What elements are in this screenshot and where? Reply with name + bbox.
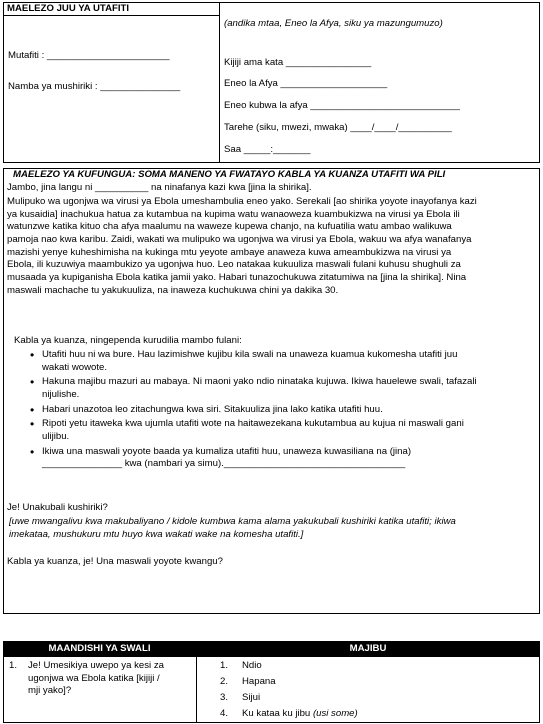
time-field[interactable]: Saa _____:_______	[224, 144, 311, 155]
list-item: • Utafiti huu ni wa bure. Hau lazimishwe kujibu kila swali na unaweza kuamua kukomesha utafiti juu wakati wowote.	[22, 349, 532, 374]
question-text-header: MAANDISHI YA SWALI	[3, 641, 196, 657]
table-column-divider	[196, 641, 197, 723]
list-item: • Ikiwa una maswali yoyote baada ya kumaliza utafiti huu, unaweza kuwasiliana na (jina) _______________ kwa (nambari ya simu).__________________________________	[22, 446, 532, 471]
question-number: 1.	[9, 660, 18, 671]
reminder-lead: Kabla ya kuanza, ningependa kurudilia mambo fulani:	[14, 335, 242, 346]
study-details-heading: MAELEZO JUU YA UTAFITI	[7, 3, 130, 14]
paragraph-line: pamoja nao kwa karibu. Zaidi, wakati wa mulipuko wa ugonjwa wa virusi ya Ebola, wakuu wa afya wanafanya	[7, 233, 472, 245]
paragraph-line: musaada ya kupiganisha Ebola katika jamii yako. Habari tunazochukuwa zitatumiwa na [jina la shirika]. Nina	[7, 271, 467, 283]
date-field[interactable]: Tarehe (siku, mwezi, mwaka) ____/____/__________	[224, 122, 452, 133]
question-text: Je! Umesikiya uwepo ya kesi za ugonjwa wa Ebola katika [kijiji / mji yako]?	[28, 660, 164, 697]
greeting-line: Jambo, jina langu ni __________ na ninafanya kazi kwa [jina la shirika].	[7, 182, 312, 193]
paragraph-line: mazishi yenye kuheshimisha na kukinga mtu yeyote ambaye anaweza kuwa ameambukizwa na virusi ya	[7, 246, 452, 258]
intro-paragraph	[7, 196, 537, 297]
village-field[interactable]: Kijiji ama kata ________________	[224, 57, 372, 68]
location-note: (andika mtaa, Eneo la Afya, siku ya mazungumuzo)	[224, 18, 443, 29]
consent-instruction: [uwe mwangalivu kwa makubaliyano / kidole kumbwa kama alama yakukubali kushiriki katika utafiti; ikiwa imekataa, mushukuru mtu huyo kwa wakati wake na komesha utafiti.]	[9, 516, 456, 540]
paragraph-line: Ebola, ili kuzuwiya maambukizo ya ugonjwa huo. Leo natakaa kukuuliza maswali fulani kuhusu shughuli za	[7, 259, 461, 271]
participant-number-field[interactable]: Namba ya mushiriki : _______________	[8, 81, 181, 92]
consent-question: Je! Unakubali kushiriki?	[7, 502, 108, 513]
answer-options	[220, 660, 530, 724]
researcher-field[interactable]: Mutafiti : _______________________	[8, 50, 170, 61]
column-divider	[219, 2, 220, 163]
answer-option[interactable]: 1. Ndio	[220, 660, 262, 671]
any-questions-prompt: Kabla ya kuanza, je! Una maswali yoyote kwangu?	[7, 556, 223, 567]
answer-option[interactable]: 2. Hapana	[220, 676, 276, 687]
answer-option[interactable]: 3. Sijui	[220, 692, 261, 703]
paragraph-line: watunzwe katika kituo cha afya maalumu na waweze kupewa chanjo, na kufuatilia watu ambao walikuwa	[7, 221, 452, 233]
list-item: • Hakuna majibu mazuri au mabaya. Ni maoni yako ndio ninataka kujuwa. Ikiwa hauelewe swali, tafazali nijulishe.	[22, 376, 532, 401]
reminder-list	[22, 349, 532, 473]
paragraph-line: Mulipuko wa ugonjwa wa virusi ya Ebola umeshambulia eneo yako. Serekali [ao shirika yoyote inayofanya kazi	[7, 196, 477, 207]
answer-option[interactable]: 4. Ku kataa ku jibu (usi some)	[220, 708, 358, 719]
paragraph-line: maswali machache tu yakukuuliza, na inaweza kuchukuwa chini ya dakika 30.	[7, 284, 339, 296]
list-item: • Ripoti yetu itaweka kwa ujumla utafiti wote na haitawezekana kukutambua au kujua ni maswali gani ulijibu.	[22, 418, 532, 443]
paragraph-line: ya kusaidia] inachukua hatua za kutambua na kupima watu wanaoweza kuambukizwa na virusi ya Ebola ili	[7, 208, 460, 220]
list-item: • Habari unazotoa leo zitachungwa kwa siri. Sitakuuliza jina lako katika utafiti huu.	[22, 404, 532, 417]
health-zone-field[interactable]: Eneo kubwa la afya ____________________________	[224, 100, 460, 111]
answers-header: MAJIBU	[196, 641, 540, 657]
intro-heading: MAELEZO YA KUFUNGUA: SOMA MANENO YA FWATAYO KABLA YA KUANZA UTAFITI WA PILI	[13, 169, 446, 180]
health-area-field[interactable]: Eneo la Afya ____________________	[224, 78, 388, 89]
